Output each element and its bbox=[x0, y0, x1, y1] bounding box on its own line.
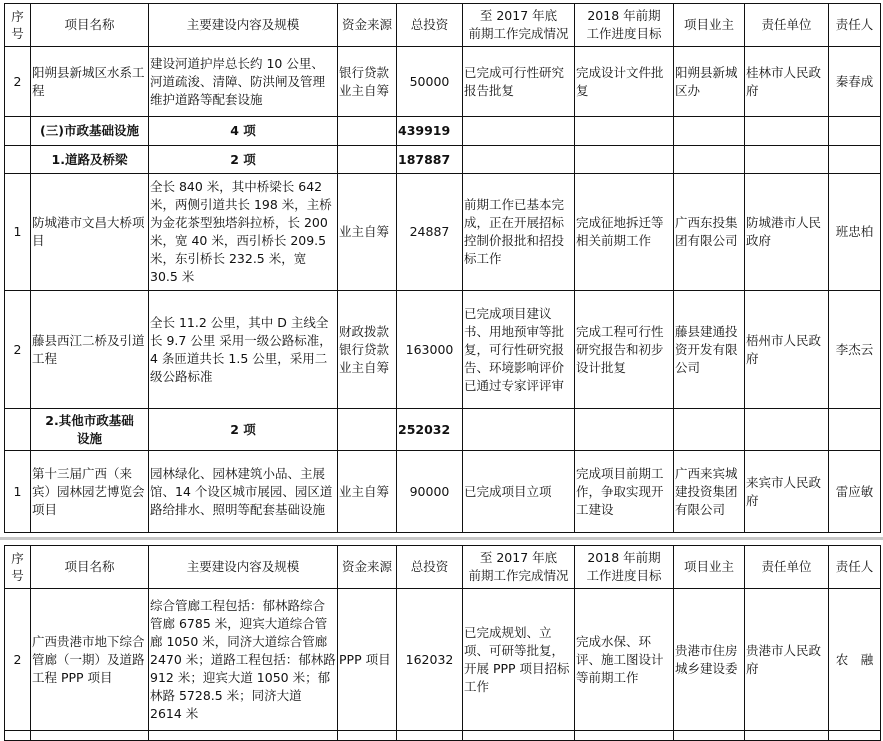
cell-invest: 50000 bbox=[397, 47, 463, 117]
cell-content: 综合管廊工程包括：郁林路综合管廊 6785 米，迎宾大道综合管廊 1050 米，同济大道综合管廊 2470 米；道路工程包括：郁林路 912 米；迎宾大道 1050 米；郁林路 5728.5 米；同济大道 2614 米 bbox=[149, 589, 338, 731]
cell-content: 园林绿化、园林建筑小品、主展馆、14 个设区城市展园、园区道路给排水、照明等配套基础设施 bbox=[149, 451, 338, 533]
cell-seq bbox=[5, 409, 31, 451]
cell-invest: 90000 bbox=[397, 451, 463, 533]
cell-seq: 2 bbox=[5, 47, 31, 117]
cell-fund: 财政拨款银行贷款业主自筹 bbox=[338, 291, 397, 409]
header-content: 主要建设内容及规模 bbox=[149, 546, 338, 589]
cell-seq: 2 bbox=[5, 291, 31, 409]
section-row bbox=[5, 409, 881, 451]
cell-unit: 梧州市人民政府 bbox=[745, 291, 829, 409]
cell-fund bbox=[338, 146, 397, 174]
cell-fund bbox=[338, 117, 397, 146]
table-row bbox=[5, 47, 881, 117]
cell-progress-2017: 已完成规划、立项、可研等批复，开展 PPP 项目招标工作 bbox=[463, 589, 575, 731]
table-row bbox=[5, 589, 881, 731]
header-fund: 资金来源 bbox=[338, 546, 397, 589]
table-row-cutoff bbox=[5, 731, 881, 741]
cell-empty bbox=[745, 731, 829, 741]
cell-unit: 桂林市人民政府 bbox=[745, 47, 829, 117]
cell-seq bbox=[5, 146, 31, 174]
header-progress-2017-line2: 前期工作完成情况 bbox=[468, 26, 569, 41]
cell-content: 全长 840 米，其中桥梁长 642 米，两侧引道共长 198 米，主桥为金花茶型独塔斜拉桥，长 200 米，宽 40 米，西引桥长 209.5 米，东引桥长 232.5 米，宽 30.5 米 bbox=[149, 174, 338, 291]
cell-target-2018: 完成工程可行性研究报告和初步设计批复 bbox=[575, 291, 674, 409]
cell-empty bbox=[338, 731, 397, 741]
section-invest: 252032 bbox=[397, 409, 463, 451]
cell-owner bbox=[674, 409, 745, 451]
header-name: 项目名称 bbox=[31, 546, 149, 589]
header-invest: 总投资 bbox=[397, 546, 463, 589]
cell-progress-2017 bbox=[463, 117, 575, 146]
cell-unit: 来宾市人民政府 bbox=[745, 451, 829, 533]
project-table-part-2 bbox=[4, 545, 881, 741]
cell-target-2018: 完成设计文件批复 bbox=[575, 47, 674, 117]
cell-owner: 广西来宾城建投资集团有限公司 bbox=[674, 451, 745, 533]
cell-person bbox=[829, 409, 881, 451]
cell-progress-2017 bbox=[463, 146, 575, 174]
cell-progress-2017 bbox=[463, 409, 575, 451]
cell-unit bbox=[745, 146, 829, 174]
table-header-row bbox=[5, 546, 881, 589]
header-progress-2017-line1: 至 2017 年底 bbox=[479, 8, 558, 23]
cell-progress-2017: 已完成项目建议书、用地预审等批复，可行性研究报告、环境影响评价已通过专家评评审 bbox=[463, 291, 575, 409]
cell-seq: 1 bbox=[5, 451, 31, 533]
cell-name: 藤县西江二桥及引道工程 bbox=[31, 291, 149, 409]
section-title: 1.道路及桥梁 bbox=[31, 146, 149, 174]
cell-empty bbox=[575, 731, 674, 741]
header-seq: 序号 bbox=[5, 4, 31, 47]
cell-owner bbox=[674, 117, 745, 146]
header-owner: 项目业主 bbox=[674, 4, 745, 47]
section-invest: 187887 bbox=[397, 146, 463, 174]
section-count: 2 项 bbox=[149, 409, 338, 451]
cell-empty bbox=[397, 731, 463, 741]
cell-owner: 藤县建通投资开发有限公司 bbox=[674, 291, 745, 409]
cell-progress-2017: 前期工作已基本完成，正在开展招标控制价报批和招投标工作 bbox=[463, 174, 575, 291]
cell-target-2018 bbox=[575, 146, 674, 174]
section-title: 2.其他市政基础设施 bbox=[31, 409, 149, 451]
cell-fund bbox=[338, 409, 397, 451]
cell-fund: 业主自筹 bbox=[338, 174, 397, 291]
section-row bbox=[5, 146, 881, 174]
header-target-2018-line2: 工作进度目标 bbox=[586, 26, 662, 41]
cell-unit: 贵港市人民政府 bbox=[745, 589, 829, 731]
table-header-row bbox=[5, 4, 881, 47]
header-invest: 总投资 bbox=[397, 4, 463, 47]
cell-person: 农 融 bbox=[829, 589, 881, 731]
cell-invest: 163000 bbox=[397, 291, 463, 409]
cell-name: 阳朔县新城区水系工程 bbox=[31, 47, 149, 117]
cell-name: 广西贵港市地下综合管廊（一期）及道路工程 PPP 项目 bbox=[31, 589, 149, 731]
section-row bbox=[5, 117, 881, 146]
project-table-part-1 bbox=[4, 3, 881, 533]
section-invest: 439919 bbox=[397, 117, 463, 146]
header-target-2018-line1: 2018 年前期 bbox=[587, 8, 661, 23]
cell-target-2018 bbox=[575, 409, 674, 451]
header-seq: 序号 bbox=[5, 546, 31, 589]
cell-person bbox=[829, 146, 881, 174]
cell-unit bbox=[745, 117, 829, 146]
cell-person: 秦春成 bbox=[829, 47, 881, 117]
cell-progress-2017: 已完成可行性研究报告批复 bbox=[463, 47, 575, 117]
cell-target-2018: 完成征地拆迁等相关前期工作 bbox=[575, 174, 674, 291]
header-target-2018 bbox=[575, 546, 674, 589]
header-content: 主要建设内容及规模 bbox=[149, 4, 338, 47]
header-name: 项目名称 bbox=[31, 4, 149, 47]
cell-target-2018: 完成项目前期工作，争取实现开工建设 bbox=[575, 451, 674, 533]
page-break-divider bbox=[0, 537, 883, 540]
cell-invest: 162032 bbox=[397, 589, 463, 731]
header-unit: 责任单位 bbox=[745, 4, 829, 47]
header-target-2018-line1: 2018 年前期 bbox=[587, 550, 661, 565]
header-unit: 责任单位 bbox=[745, 546, 829, 589]
header-progress-2017 bbox=[463, 546, 575, 589]
cell-seq: 2 bbox=[5, 589, 31, 731]
cell-owner bbox=[674, 146, 745, 174]
table-row bbox=[5, 291, 881, 409]
cell-fund: PPP 项目 bbox=[338, 589, 397, 731]
cell-empty bbox=[149, 731, 338, 741]
cell-empty bbox=[829, 731, 881, 741]
header-progress-2017-line2: 前期工作完成情况 bbox=[468, 568, 569, 583]
header-person: 责任人 bbox=[829, 4, 881, 47]
cell-content: 建设河道护岸总长约 10 公里、河道疏浚、清障、防洪闸及管理维护道路等配套设施 bbox=[149, 47, 338, 117]
cell-content: 全长 11.2 公里，其中 D 主线全长 9.7 公里 采用一级公路标准，4 条匝道共长 1.5 公里，采用二级公路标准 bbox=[149, 291, 338, 409]
cell-seq bbox=[5, 117, 31, 146]
section-count: 4 项 bbox=[149, 117, 338, 146]
cell-fund: 业主自筹 bbox=[338, 451, 397, 533]
cell-empty bbox=[5, 731, 31, 741]
header-person: 责任人 bbox=[829, 546, 881, 589]
cell-owner: 贵港市住房城乡建设委 bbox=[674, 589, 745, 731]
cell-name: 防城港市文昌大桥项目 bbox=[31, 174, 149, 291]
cell-target-2018 bbox=[575, 117, 674, 146]
cell-empty bbox=[674, 731, 745, 741]
cell-unit: 防城港市人民政府 bbox=[745, 174, 829, 291]
cell-progress-2017: 已完成项目立项 bbox=[463, 451, 575, 533]
cell-person bbox=[829, 117, 881, 146]
cell-fund: 银行贷款业主自筹 bbox=[338, 47, 397, 117]
header-target-2018-line2: 工作进度目标 bbox=[586, 568, 662, 583]
table-row bbox=[5, 451, 881, 533]
cell-empty bbox=[31, 731, 149, 741]
header-owner: 项目业主 bbox=[674, 546, 745, 589]
header-progress-2017 bbox=[463, 4, 575, 47]
cell-name: 第十三届广西（来宾）园林园艺博览会项目 bbox=[31, 451, 149, 533]
cell-empty bbox=[463, 731, 575, 741]
section-title: (三)市政基础设施 bbox=[31, 117, 149, 146]
cell-seq: 1 bbox=[5, 174, 31, 291]
cell-owner: 阳朔县新城区办 bbox=[674, 47, 745, 117]
cell-person: 班忠柏 bbox=[829, 174, 881, 291]
cell-invest: 24887 bbox=[397, 174, 463, 291]
cell-person: 李杰云 bbox=[829, 291, 881, 409]
header-progress-2017-line1: 至 2017 年底 bbox=[479, 550, 558, 565]
cell-unit bbox=[745, 409, 829, 451]
table-row bbox=[5, 174, 881, 291]
cell-target-2018: 完成水保、环评、施工图设计等前期工作 bbox=[575, 589, 674, 731]
header-target-2018 bbox=[575, 4, 674, 47]
cell-owner: 广西东投集团有限公司 bbox=[674, 174, 745, 291]
section-count: 2 项 bbox=[149, 146, 338, 174]
header-fund: 资金来源 bbox=[338, 4, 397, 47]
cell-person: 雷应敏 bbox=[829, 451, 881, 533]
